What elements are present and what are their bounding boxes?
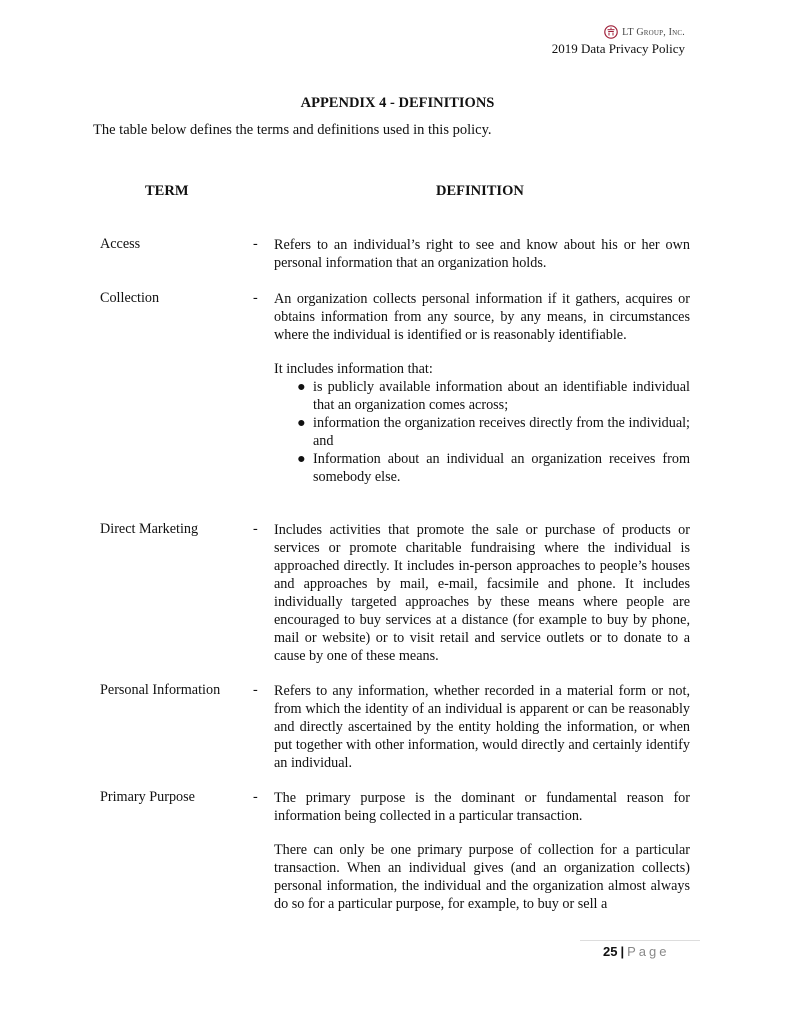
lt-group-logo-icon	[604, 25, 618, 39]
company-name: LT Group, Inc.	[622, 26, 685, 38]
intro-text: The table below defines the terms and definitions used in this policy.	[93, 122, 492, 138]
separator-dash: -	[253, 789, 258, 805]
definition	[274, 521, 690, 665]
appendix-title: APPENDIX 4 - DEFINITIONS	[300, 95, 495, 111]
term: Collection	[100, 290, 160, 306]
term: Primary Purpose	[100, 789, 195, 805]
document-title: 2019 Data Privacy Policy	[551, 41, 685, 56]
term: Direct Marketing	[100, 521, 199, 537]
definition-paragraph: There can only be one primary purpose of collection for a particular transaction. When an individual gives (and an organization collects) personal information, the individual and the organization almost always do so for a particular purpose, for example, to buy or sell a	[274, 842, 690, 912]
definition-paragraph: Refers to any information, whether recorded in a material form or not, from which the identity of an individual is apparent or can be reasonably and directly ascertained by the entity holding the information, or when put together with other information, would directly and certainly identify an individual.	[274, 683, 690, 771]
definition-column-header: DEFINITION	[436, 183, 524, 199]
company-logo	[552, 24, 685, 40]
bullet-icon: ●	[297, 451, 306, 467]
bullet-item: ● is publicly available information about an identifiable individual that an organization comes across;	[297, 379, 690, 413]
definition	[274, 290, 690, 486]
page-label: Page	[627, 944, 670, 959]
bullet-icon: ●	[297, 379, 306, 395]
separator-dash: -	[253, 236, 258, 252]
bullet-icon: ●	[297, 415, 306, 431]
term: Access	[100, 236, 141, 252]
footer-divider	[580, 940, 700, 941]
bullet-item: ● Information about an individual an organization receives from somebody else.	[297, 451, 690, 485]
page-number: 25	[603, 944, 618, 959]
term: Personal Information	[100, 682, 221, 698]
separator-dash: -	[253, 682, 258, 698]
separator-dash: -	[253, 290, 258, 306]
definition	[274, 682, 690, 772]
definition-paragraph: Refers to an individual’s right to see and know about his or her own personal information that an organization holds.	[274, 237, 690, 271]
definition-paragraph: The primary purpose is the dominant or fundamental reason for information being collected in a particular transaction.	[274, 790, 690, 824]
page-footer	[603, 944, 669, 959]
bullet-item: ● information the organization receives directly from the individual; and	[297, 415, 690, 449]
definition-paragraph: Includes activities that promote the sale or purchase of products or services or promote charitable fundraising where the individual is approached directly. It includes in-person approaches to people’s houses and approaches by mail, e-mail, facsimile and phone. It includes individually targeted approaches by these means where people are encouraged to buy services at a distance (for example to buy by phone, mail or website) or to visit retail and service outlets or to donate to a cause by one of these means.	[274, 522, 690, 664]
definition-paragraph: An organization collects personal information if it gathers, acquires or obtains information from any source, by any means, in circumstances where the individual is identified or is reasonably identifiable.	[274, 291, 690, 343]
footer-separator: |	[620, 944, 625, 959]
definition	[274, 789, 690, 913]
definition	[274, 236, 690, 272]
term-column-header: TERM	[145, 183, 189, 199]
separator-dash: -	[253, 521, 258, 537]
page-header	[552, 24, 685, 57]
definition-paragraph: It includes information that:	[274, 361, 433, 377]
bullet-list	[274, 378, 690, 486]
